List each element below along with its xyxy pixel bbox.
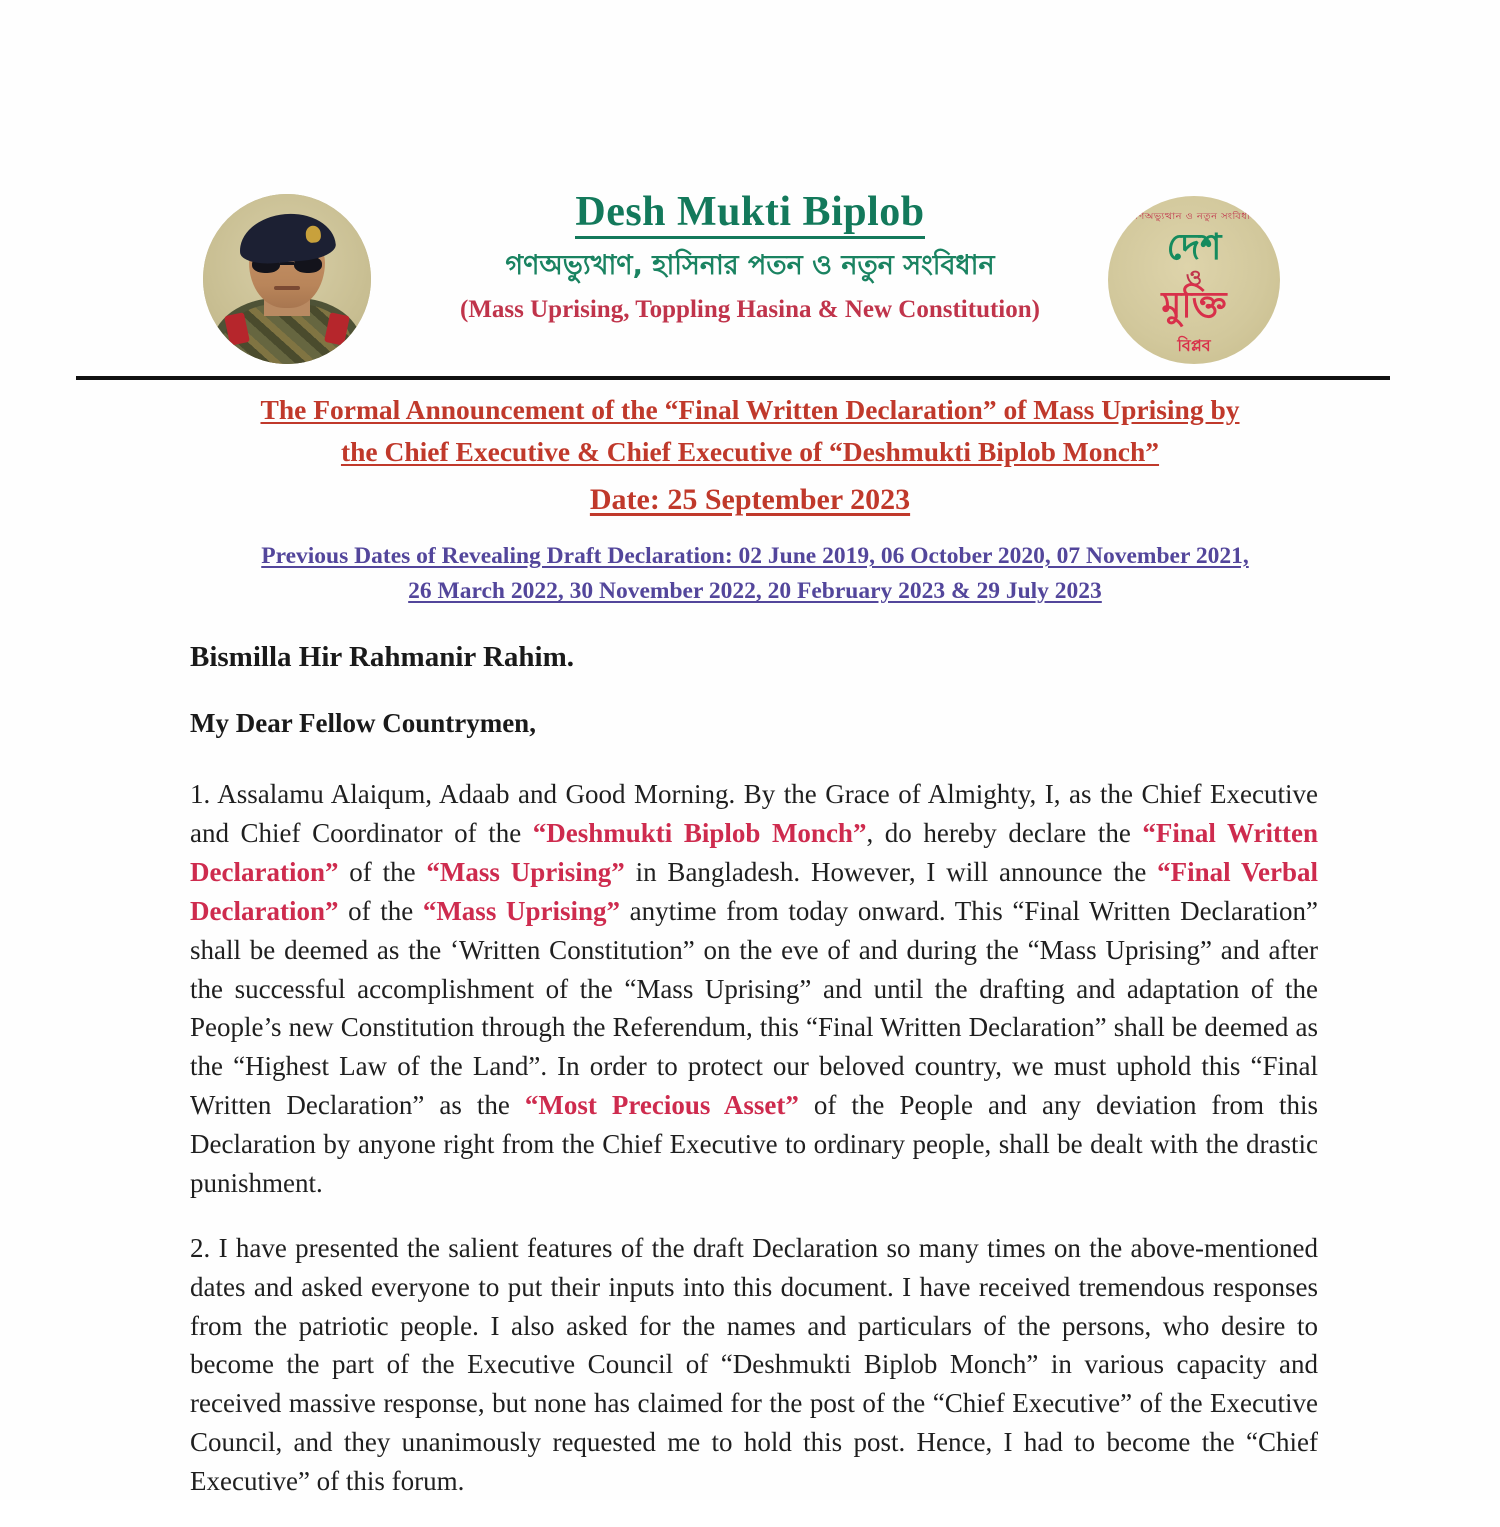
seal-word-desh: দেশ xyxy=(1166,227,1222,268)
p1-highlight-mass-uprising-2: “Mass Uprising” xyxy=(422,895,620,926)
p1-seg-3: of the xyxy=(338,856,427,887)
portrait-frame xyxy=(203,194,371,364)
previous-dates-line-1: Previous Dates of Revealing Draft Declaration: 02 June 2019, 06 October 2020, 07 November 2021, xyxy=(261,543,1249,569)
organization-tagline-english: (Mass Uprising, Toppling Hasina & New Constitution) xyxy=(460,296,1040,324)
chief-executive-portrait-icon xyxy=(203,194,371,364)
document-title xyxy=(190,389,1310,473)
previous-dates xyxy=(190,539,1320,610)
organization-seal-frame xyxy=(1108,196,1280,364)
salutation-heading: My Dear Fellow Countrymen, xyxy=(190,707,536,738)
letterhead xyxy=(0,182,1500,378)
p1-seg-7: of the People and any deviation from this Declaration by anyone right from the Chief Executive to ordinary people, shall be dealt with the drastic punishment. xyxy=(190,1090,1318,1198)
seal-word-mukti: মুক্তি xyxy=(1161,285,1227,326)
paragraph-1 xyxy=(190,775,1318,1203)
header-divider xyxy=(76,376,1390,380)
organization-name-bengali: গণঅভ্যুখাণ, হাসিনার পতন ও নতুন সংবিধান xyxy=(505,250,995,282)
document-title-line-2: the Chief Executive & Chief Executive of “Deshmukti Biplob Monch” xyxy=(340,435,1160,467)
paragraph-2: 2. I have presented the salient features of the draft Declaration so many times on the above-mentioned dates and asked everyone to put their inputs into this document. I have received tremendous responses from the patriotic people. I also asked for the names and particulars of the persons, who desire to become the part of the Executive Council of “Deshmukti Biplob Monch” in various capacity and received massive response, but none has claimed for the post of the “Chief Executive” of the Executive Council, and they unanimously requested me to hold this post. Hence, I had to become the “Chief Executive” of this forum. xyxy=(190,1232,1318,1497)
p1-seg-2: , do hereby declare the xyxy=(866,818,1143,849)
p1-highlight-final-verbal-declaration: “Final Verbal Declaration” xyxy=(190,856,1319,926)
p1-highlight-deshmukti-biplob-monch: “Deshmukti Biplob Monch” xyxy=(532,818,867,849)
p1-highlight-most-precious-asset: “Most Precious Asset” xyxy=(524,1090,799,1121)
seal-word-biplob: বিপ্লব xyxy=(1177,336,1211,355)
document-title-line-1: The Formal Announcement of the “Final Written Declaration” of Mass Uprising by xyxy=(260,394,1240,425)
letterhead-title-block xyxy=(400,190,1100,325)
p1-seg-1: 1. Assalamu Alaiqum, Adaab and Good Morning. By the Grace of Almighty, I, as the Chief Executive and Chief Coordinator of the xyxy=(190,779,1318,849)
document-date: Date: 25 September 2023 xyxy=(589,483,911,516)
p1-seg-4: in Bangladesh. However, I will announce the xyxy=(624,856,1158,887)
document-body xyxy=(190,640,1318,1527)
organization-name: Desh Mukti Biplob xyxy=(575,190,924,239)
seal-arc-text: গণঅভ্যুত্থান ও নতুন সংবিধান xyxy=(1131,211,1257,222)
bismillah-heading: Bismilla Hir Rahmanir Rahim. xyxy=(190,641,575,673)
portrait-mouth xyxy=(274,286,300,290)
p1-highlight-final-written-declaration: “Final Written Declaration” xyxy=(190,818,1318,887)
p1-seg-6: anytime from today onward. This “Final Written Declaration” shall be deemed as the ‘Written Constitution” on the eve of and during the “Mass Uprising” and after the successful accomplishment of the “Mass Uprising” and until the drafting and adaptation of the People’s new Constitution through the Referendum, this “Final Written Declaration” shall be deemed as the “Highest Law of the Land”. In order to protect our beloved country, we must uphold this “Final Written Declaration” as the xyxy=(190,895,1318,1121)
p1-seg-5: of the xyxy=(338,895,423,926)
organization-seal-icon xyxy=(1108,196,1280,364)
seal-word-o: ও xyxy=(1185,266,1203,291)
p1-highlight-mass-uprising-1: “Mass Uprising” xyxy=(426,856,625,887)
previous-dates-line-2: 26 March 2022, 30 November 2022, 20 February 2023 & 29 July 2023 xyxy=(408,578,1102,605)
